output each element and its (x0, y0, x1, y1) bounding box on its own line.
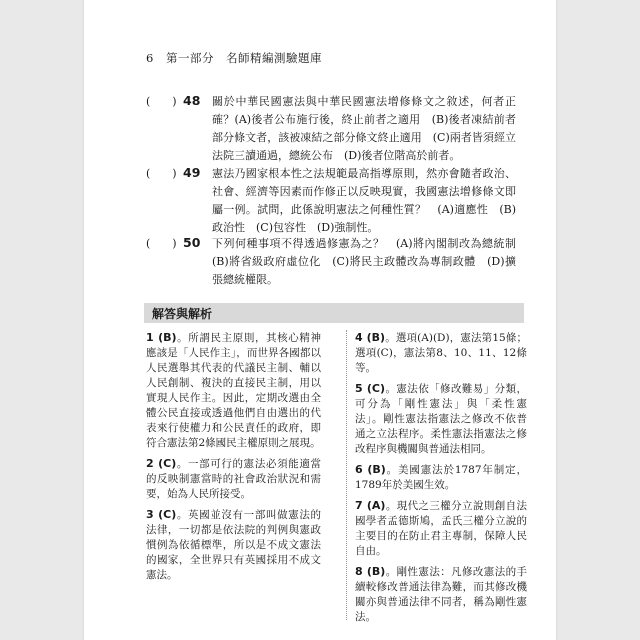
answer-explanation: 。現代之三權分立說則創自法國學者孟德斯鳩，孟氏三權分立說的主要目的在防止君主專制，保障人民自由。 (355, 500, 528, 557)
answer-explanation: 。憲法依「修改難易」分類，可分為「剛性憲法」與「柔性憲法」。剛性憲法指憲法之修改不依普通之立法程序。柔性憲法指憲法之修改程序與機關與普通法相同。 (355, 383, 527, 455)
answer-key: 6 (B) (355, 463, 386, 476)
question-number: 48 (183, 93, 201, 108)
answers-left-column (146, 330, 321, 588)
section-title: 解答與解析 (152, 307, 213, 321)
answer-key: 7 (A) (355, 499, 386, 512)
page-header (146, 50, 322, 66)
question-number: 50 (183, 235, 201, 250)
answer-key: 1 (B) (146, 331, 177, 344)
answer-explanation: 。美國憲法於1787年制定，1789年於美國生效。 (355, 464, 527, 491)
answer-item (355, 381, 527, 457)
answer-key: 4 (B) (355, 331, 386, 344)
answer-key: 3 (C) (146, 508, 177, 521)
answer-item (146, 507, 321, 583)
page-header-title: 第一部分 名師精編測驗題庫 (165, 51, 322, 65)
column-divider (346, 330, 347, 620)
question-49 (146, 165, 516, 237)
answer-item (355, 330, 527, 376)
answer-blank: ( ) (146, 95, 177, 108)
answer-explanation: 。所謂民主原則，其核心精神應該是「人民作主」，而世界各國都以人民選舉其代表的代議民主制、輔以人民創制、複決的直接民主制，用以實現人民作主。因此，定期改選由全體公民直接或透過他們自由選出的代表來行使權力和公民責任的政府，即符合憲法第2條國民主權原則之展現。 (146, 332, 321, 449)
question-text: 關於中華民國憲法與中華民國憲法增修條文之敘述，何者正確？(A)後者公布施行後，終止前者之適用 (B)後者凍結前者部分條文者，該被凍結之部分條文終止適用 (C)兩者皆須經立法院三讀通過，總統公布 (D)後者位階高於前者。 (212, 95, 516, 162)
question-48 (146, 93, 516, 165)
answer-explanation: 。英國並沒有一部叫做憲法的法律，一切都是依法院的判例與憲政慣例為依循標準，所以是不成文憲法的國家，全世界只有英國採用不成文憲法。 (146, 509, 321, 581)
answer-item (355, 564, 527, 625)
question-text: 憲法乃國家根本性之法規範最高指導原則，然亦會隨者政治、社會、經濟等因素而作修正以反映現實，我國憲法增修條文即屬一例。試問，此係說明憲法之何種性質？ (A)適應性 (B)政治性 (C)包容性 (D)強制性。 (212, 167, 516, 234)
answer-key: 5 (C) (355, 382, 386, 395)
answer-item (355, 462, 527, 493)
answer-blank: ( ) (146, 167, 177, 180)
question-number: 49 (183, 165, 201, 180)
question-text: 下列何種事項不得透過修憲為之？ (A)將內閣制改為總統制 (B)將省級政府虛位化 (C)將民主政體改為專制政體 (D)擴張總統權限。 (212, 237, 527, 286)
answer-item (146, 456, 321, 502)
answers-right-column (355, 330, 527, 630)
answer-item (146, 330, 321, 451)
answer-explanation: 。一部可行的憲法必須能適當的反映制憲當時的社會政治狀況和需要，始為人民所接受。 (146, 458, 321, 500)
document-page (84, 0, 556, 640)
question-50 (146, 235, 527, 289)
page-number: 6 (146, 51, 154, 65)
answer-key: 8 (B) (355, 565, 386, 578)
answer-explanation: 。剛性憲法：凡修改憲法的手續較修改普通法律為難，而其修改機關亦與普通法律不同者，稱為剛性憲法。 (355, 566, 527, 623)
answer-key: 2 (C) (146, 457, 177, 470)
answers-section-header (144, 303, 524, 323)
answer-item (355, 498, 527, 559)
answer-explanation: 。選項(A)(D)，憲法第15條；選項(C)，憲法第8、10、11、12條等。 (355, 332, 527, 374)
answer-blank: ( ) (146, 237, 177, 250)
